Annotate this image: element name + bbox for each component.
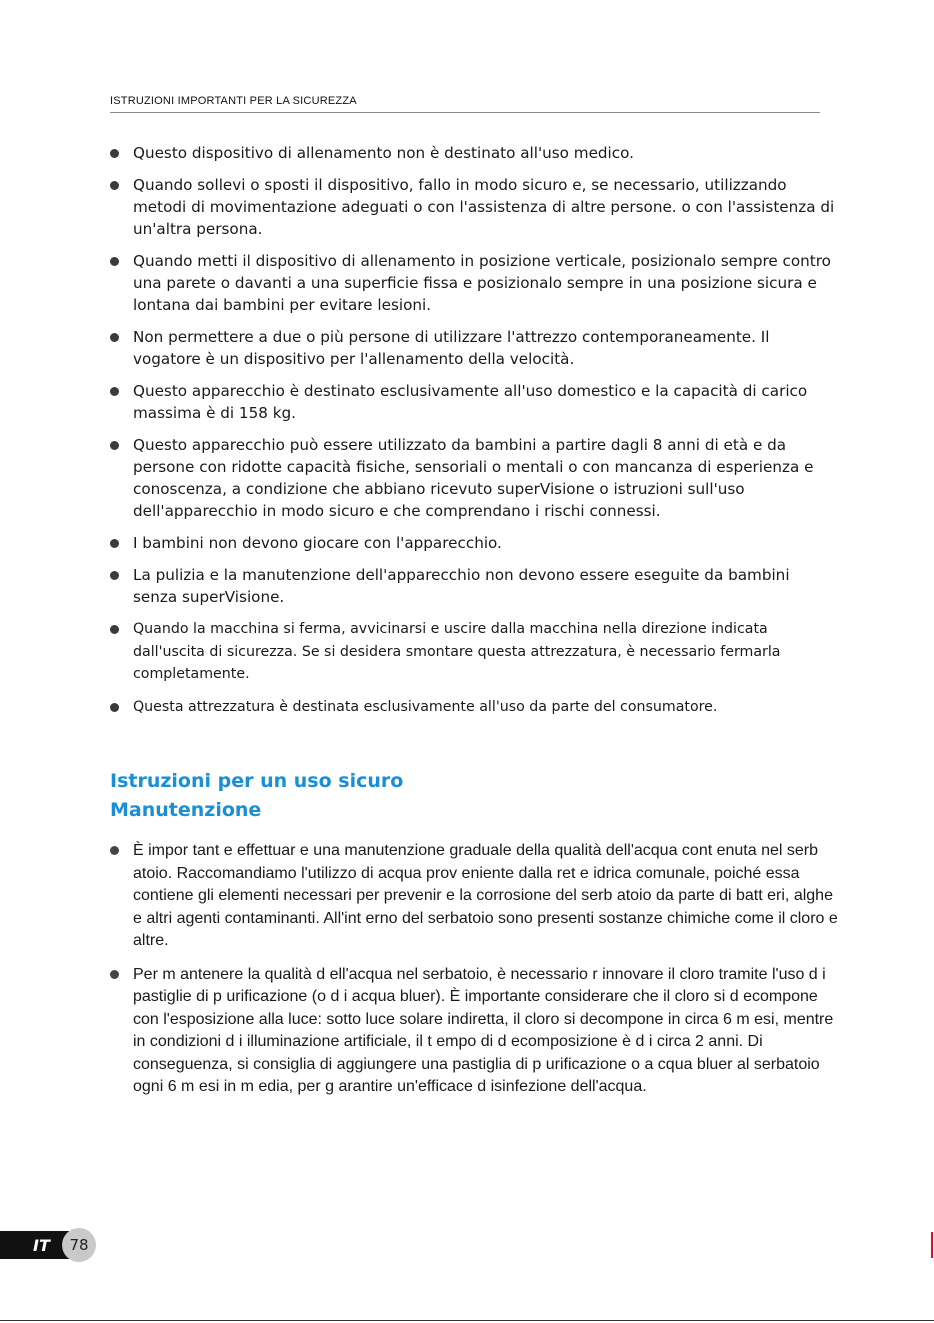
list-item (110, 434, 838, 522)
list-item (110, 326, 838, 370)
list-item (110, 964, 838, 1099)
section-subtitle: Manutenzione (110, 799, 262, 821)
bullet-icon (110, 149, 119, 158)
list-item (110, 696, 838, 719)
list-item-text: Questo apparecchio può essere utilizzato da bambini a partire dagli 8 anni di età e da persone con ridotte capacità fisiche, sensoriali o mentali o con mancanza di esperienza e conoscenza, a condizione che abbiano ricevuto superVisione o istruzioni sull'uso dell'apparecchio in modo sicuro e che comprendano i rischi connessi. (133, 436, 814, 520)
language-code: IT (33, 1236, 50, 1255)
bullet-icon (110, 571, 119, 580)
list-item (110, 174, 838, 240)
list-item (110, 532, 838, 554)
list-item-text: Non permettere a due o più persone di utilizzare l'attrezzo contemporaneamente. Il vogatore è un dispositivo per l'allenamento della velocità. (133, 328, 770, 368)
bullet-icon (110, 625, 119, 634)
list-item-text: È impor tant e effettuar e una manutenzione graduale della qualità dell'acqua cont enuta nel serb atoio. Raccomandiamo l'utilizzo di acqua prov eniente dalla ret e idrica comunale, poiché essa contiene gli elementi necessari per prevenir e la corrosione del serb atoio da parte di batt eri, alghe e altri agenti contaminanti. All'int erno del serbatoio sono presenti sostanze chimiche come il cloro e altre. (133, 842, 838, 949)
list-item-text: Quando sollevi o sposti il dispositivo, fallo in modo sicuro e, se necessario, utilizzando metodi di movimentazione adeguati o con l'assistenza di altre persone. o con l'assistenza di un'altra persona. (133, 176, 835, 238)
list-item-text: Per m antenere la qualità d ell'acqua nel serbatoio, è necessario r innovare il cloro tramite l'uso d i pastiglie di p urificazione (o d i acqua bluer). È importante considerare che il cloro si d ecompone con l'esposizione alla luce: sotto luce solare indiretta, il cloro si decompone in circa 6 m esi, mentre in condizioni d i illuminazione artificiale, il t empo di d ecomposizione è d i circa 2 anni. Di conseguenza, si consiglia di aggiungere una pastiglia di p urificazione o a cqua bluer al serbatoio ogni 6 m esi in m edia, per g arantire un'efficace d isinfezione dell'acqua. (133, 965, 834, 1095)
list-item-text: La pulizia e la manutenzione dell'apparecchio non devono essere eseguite da bambini senza superVisione. (133, 566, 790, 606)
page-header: ISTRUZIONI IMPORTANTI PER LA SICUREZZA (110, 95, 820, 113)
list-item-text: Quando metti il dispositivo di allenamento in posizione verticale, posizionalo sempre contro una parete o davanti a una superficie fissa e posizionalo sempre in una posizione sicura e lontana dai bambini per evitare lesioni. (133, 252, 831, 314)
page-number-badge: 78 (62, 1228, 96, 1262)
bullet-icon (110, 703, 119, 712)
bullet-icon (110, 333, 119, 342)
bullet-icon (110, 387, 119, 396)
safety-instructions-list (110, 142, 838, 728)
section-title: Istruzioni per un uso sicuro (110, 770, 404, 792)
page-bottom-rule (0, 1320, 934, 1321)
list-item (110, 142, 838, 164)
bullet-icon (110, 970, 119, 979)
list-item-text: Questa attrezzatura è destinata esclusivamente all'uso da parte del consumatore. (133, 698, 718, 715)
list-item-text: I bambini non devono giocare con l'apparecchio. (133, 534, 502, 552)
list-item (110, 840, 838, 953)
list-item (110, 250, 838, 316)
list-item (110, 564, 838, 608)
crop-mark (931, 1232, 933, 1258)
list-item (110, 380, 838, 424)
list-item-text: Questo apparecchio è destinato esclusivamente all'uso domestico e la capacità di carico massima è di 158 kg. (133, 382, 808, 422)
maintenance-list (110, 840, 838, 1110)
list-item (110, 618, 838, 686)
list-item-text: Questo dispositivo di allenamento non è destinato all'uso medico. (133, 144, 634, 162)
bullet-icon (110, 181, 119, 190)
list-item-text: Quando la macchina si ferma, avvicinarsi e uscire dalla macchina nella direzione indicata dall'uscita di sicurezza. Se si desidera smontare questa attrezzatura, è necessario fermarla completamente. (133, 621, 781, 682)
bullet-icon (110, 846, 119, 855)
bullet-icon (110, 257, 119, 266)
bullet-icon (110, 441, 119, 450)
bullet-icon (110, 539, 119, 548)
